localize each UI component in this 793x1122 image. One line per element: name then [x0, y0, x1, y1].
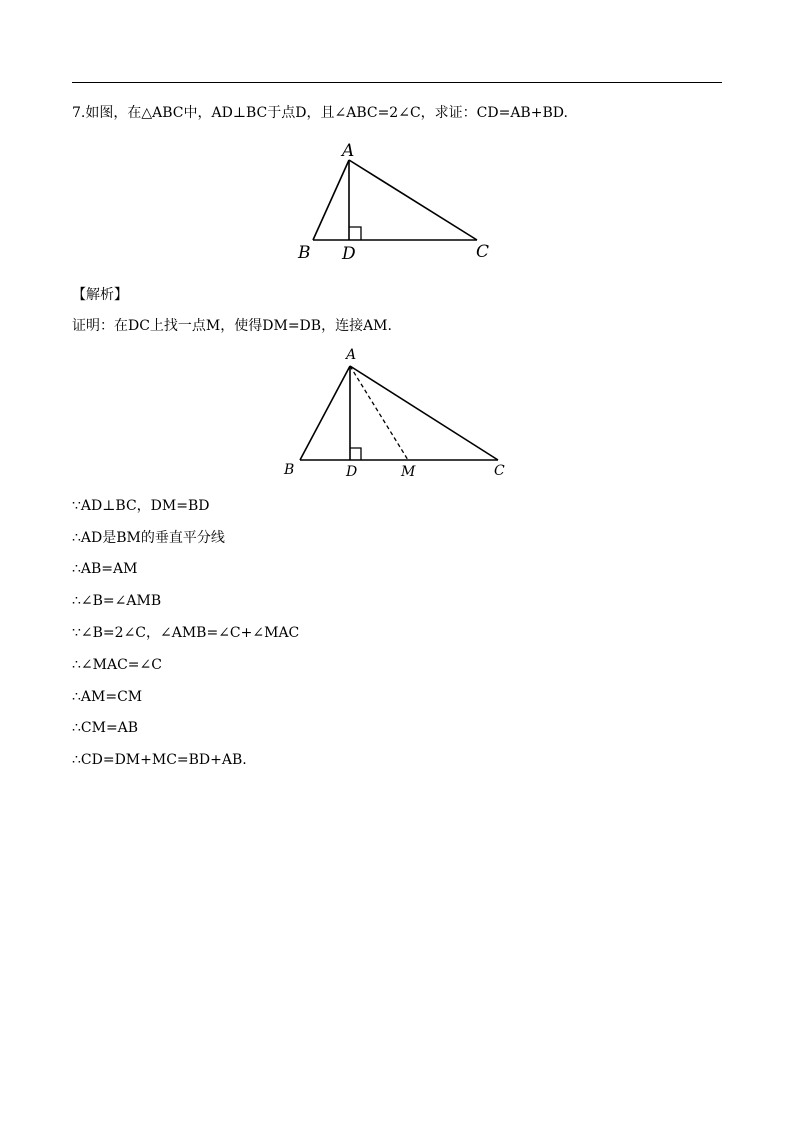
- segment-ab: [300, 366, 350, 460]
- label-d: D: [342, 244, 356, 264]
- problem-statement: 7.如图，在△ABC中，AD⊥BC于点D，且∠ABC=2∠C，求证：CD=AB+BD.: [72, 105, 568, 121]
- proof-step: ∴∠B=∠AMB: [72, 593, 162, 609]
- triangle-figure-1: [290, 138, 500, 268]
- segment-ac: [349, 160, 477, 240]
- proof-step: ∵AD⊥BC，DM=BD: [72, 498, 210, 514]
- right-angle-mark: [349, 227, 361, 240]
- analysis-heading: 【解析】: [72, 287, 128, 303]
- proof-step: ∴CM=AB: [72, 720, 139, 736]
- header-rule: [72, 82, 722, 83]
- segment-ab: [313, 160, 349, 240]
- right-angle-mark: [350, 448, 361, 460]
- label-a: A: [342, 141, 355, 161]
- analysis-intro: 证明：在DC上找一点M，使得DM=DB，连接AM.: [72, 318, 392, 334]
- segment-am-dashed: [350, 366, 408, 460]
- proof-step: ∵∠B=2∠C，∠AMB=∠C+∠MAC: [72, 625, 300, 641]
- label-m: M: [401, 464, 416, 479]
- label-b: B: [298, 243, 311, 263]
- label-b: B: [284, 462, 295, 478]
- proof-step: ∴AB=AM: [72, 561, 138, 577]
- label-c: C: [494, 463, 505, 479]
- triangle-figure-2: [280, 344, 515, 479]
- proof-step: ∴AM=CM: [72, 689, 143, 705]
- label-d: D: [346, 464, 358, 479]
- proof-step: ∴AD是BM的垂直平分线: [72, 530, 225, 546]
- proof-step: ∴CD=DM+MC=BD+AB.: [72, 752, 247, 768]
- label-a: A: [346, 347, 357, 363]
- segment-ac: [350, 366, 498, 460]
- label-c: C: [476, 242, 490, 262]
- proof-step: ∴∠MAC=∠C: [72, 657, 162, 673]
